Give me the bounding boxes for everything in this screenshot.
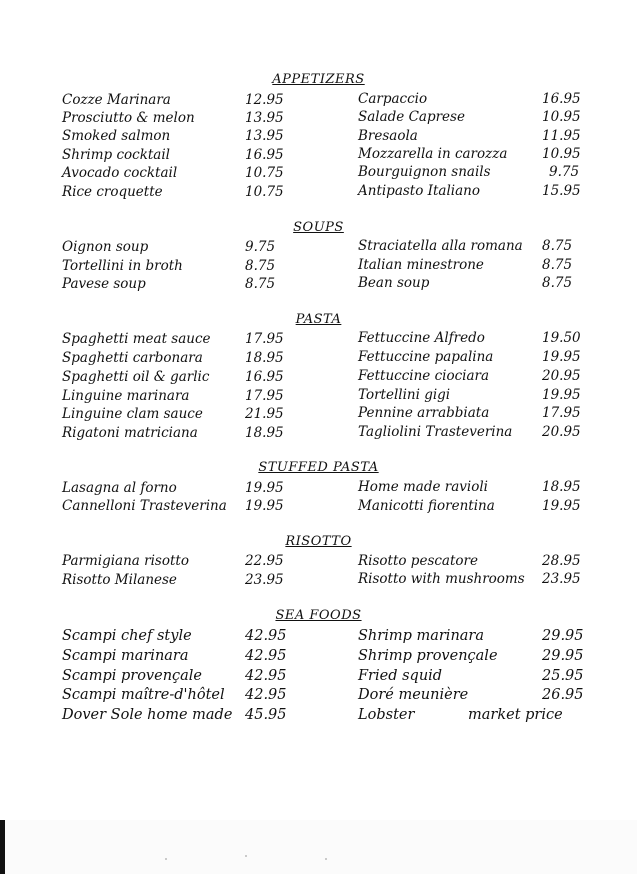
item-price: 22.95 [245, 553, 284, 569]
item-price: 15.95 [542, 183, 581, 199]
item-name: Linguine clam sauce [62, 406, 203, 422]
item-name: Carpaccio [358, 91, 428, 107]
item-price: market price [468, 707, 563, 723]
item-name: Mozzarella in carozza [358, 146, 508, 162]
section-title-risotto: RISOTTO [285, 534, 352, 549]
item-price: 10.95 [542, 146, 581, 162]
item-name: Dover Sole home made [62, 707, 233, 723]
item-price: 45.95 [245, 707, 287, 723]
item-price: 11.95 [542, 128, 581, 144]
item-name: Risotto pescatore [358, 553, 478, 569]
item-price: 19.95 [542, 498, 581, 514]
item-price: 12.95 [245, 92, 284, 108]
item-price: 16.95 [245, 147, 284, 163]
item-price: 18.95 [245, 425, 284, 441]
item-name: Parmigiana risotto [62, 553, 189, 569]
section-title-appetizers: APPETIZERS [272, 72, 365, 87]
section-title-sea-foods: SEA FOODS [275, 608, 362, 623]
item-price: 8.75 [542, 257, 573, 273]
item-name: Spaghetti oil & garlic [62, 369, 210, 385]
section-title-stuffed-pasta: STUFFED PASTA [258, 460, 379, 475]
item-price: 16.95 [542, 91, 581, 107]
item-price: 19.95 [542, 387, 581, 403]
item-name: Risotto with mushrooms [358, 571, 525, 587]
scan-speck [165, 858, 167, 860]
item-price: 8.75 [245, 258, 276, 274]
item-name: Scampi marinara [62, 648, 189, 664]
item-price: 20.95 [542, 368, 581, 384]
item-price: 17.95 [542, 405, 581, 421]
item-name: Spaghetti carbonara [62, 350, 203, 366]
item-price: 16.95 [245, 369, 284, 385]
item-name: Oignon soup [62, 239, 149, 255]
item-name: Fettuccine papalina [358, 349, 494, 365]
item-name: Bourguignon snails [358, 164, 491, 180]
item-price: 10.75 [245, 165, 284, 181]
item-name: Italian minestrone [358, 257, 484, 273]
item-name: Smoked salmon [62, 128, 171, 144]
item-name: Rigatoni matriciana [62, 425, 198, 441]
item-price: 42.95 [245, 628, 287, 644]
item-price: 9.75 [245, 239, 276, 255]
scan-speck [245, 855, 247, 857]
item-name: Bresaola [358, 128, 418, 144]
item-price: 19.50 [542, 330, 581, 346]
item-price: 19.95 [245, 498, 284, 514]
item-price: 21.95 [245, 406, 284, 422]
item-name: Antipasto Italiano [358, 183, 480, 199]
item-price: 10.95 [542, 109, 581, 125]
item-name: Prosciutto & melon [62, 110, 195, 126]
item-name: Spaghetti meat sauce [62, 331, 211, 347]
item-name: Manicotti fiorentina [358, 498, 495, 514]
item-name: Shrimp cocktail [62, 147, 170, 163]
item-price: 42.95 [245, 668, 287, 684]
item-name: Scampi provençale [62, 668, 203, 684]
item-name: Lobster [358, 707, 415, 723]
item-price: 8.75 [542, 238, 573, 254]
item-name: Cannelloni Trasteverina [62, 498, 227, 514]
item-name: Salade Caprese [358, 109, 465, 125]
item-name: Doré meunière [358, 687, 469, 703]
item-price: 42.95 [245, 648, 287, 664]
scan-bottom-band [0, 820, 637, 874]
item-name: Fried squid [358, 668, 443, 684]
item-price: 23.95 [542, 571, 581, 587]
item-price: 8.75 [542, 275, 573, 291]
item-price: 23.95 [245, 572, 284, 588]
item-name: Avocado cocktail [62, 165, 178, 181]
item-name: Fettuccine Alfredo [358, 330, 485, 346]
item-price: 25.95 [542, 668, 584, 684]
item-name: Tortellini gigi [358, 387, 451, 403]
item-price: 26.95 [542, 687, 584, 703]
item-name: Bean soup [358, 275, 430, 291]
item-name: Pennine arrabbiata [358, 405, 490, 421]
item-name: Home made ravioli [358, 479, 488, 495]
item-price: 19.95 [542, 349, 581, 365]
item-price: 42.95 [245, 687, 287, 703]
item-price: 17.95 [245, 331, 284, 347]
section-title-soups: SOUPS [293, 220, 344, 235]
item-name: Cozze Marinara [62, 92, 171, 108]
item-price: 29.95 [542, 648, 584, 664]
item-name: Shrimp provençale [358, 648, 498, 664]
item-price: 28.95 [542, 553, 581, 569]
item-price: 19.95 [245, 480, 284, 496]
scan-speck [325, 858, 327, 860]
item-price: 9.75 [549, 164, 580, 180]
item-name: Pavese soup [62, 276, 146, 292]
item-name: Tagliolini Trasteverina [358, 424, 513, 440]
item-price: 13.95 [245, 128, 284, 144]
item-price: 10.75 [245, 184, 284, 200]
item-name: Straciatella alla romana [358, 238, 523, 254]
item-price: 18.95 [542, 479, 581, 495]
item-name: Shrimp marinara [358, 628, 485, 644]
item-name: Scampi chef style [62, 628, 192, 644]
item-name: Lasagna al forno [62, 480, 177, 496]
item-price: 29.95 [542, 628, 584, 644]
item-price: 8.75 [245, 276, 276, 292]
item-name: Scampi maître-d'hôtel [62, 687, 225, 703]
item-name: Rice croquette [62, 184, 163, 200]
item-name: Linguine marinara [62, 388, 190, 404]
scan-edge-mark [0, 820, 5, 874]
item-price: 17.95 [245, 388, 284, 404]
item-price: 20.95 [542, 424, 581, 440]
item-name: Fettuccine ciociara [358, 368, 490, 384]
item-name: Risotto Milanese [62, 572, 177, 588]
item-price: 18.95 [245, 350, 284, 366]
item-name: Tortellini in broth [62, 258, 183, 274]
item-price: 13.95 [245, 110, 284, 126]
section-title-pasta: PASTA [295, 312, 342, 327]
